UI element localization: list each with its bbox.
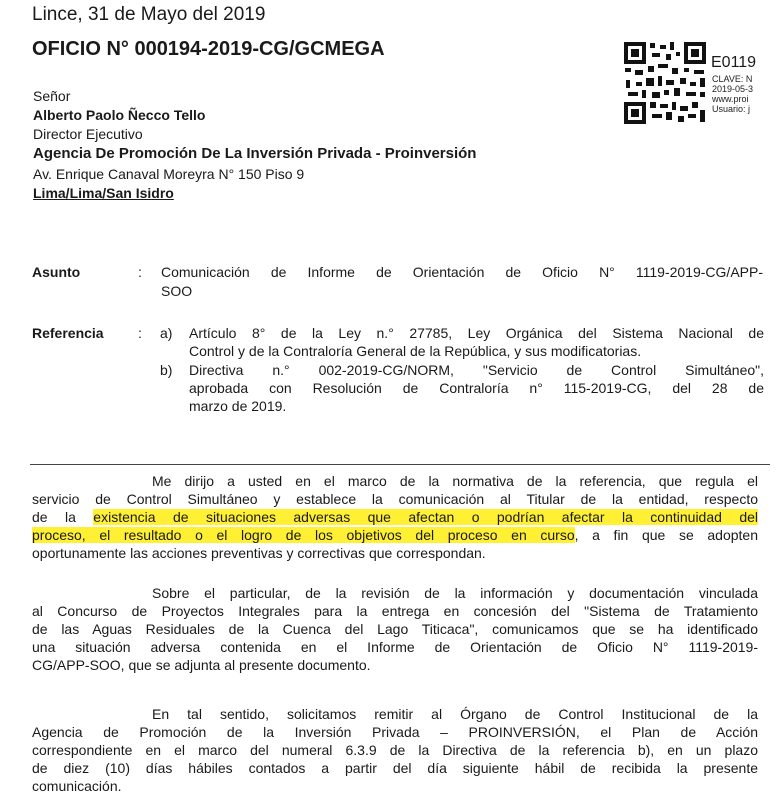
highlighted-text: proceso, el resultado o el logro de los objetivos del proceso en curso <box>32 527 575 543</box>
stamp-line: 2019-05-3 <box>712 84 754 94</box>
referencia-b-line: Directiva n.° 002-2019-CG/NORM, "Servicio de Control Simultáneo", <box>189 362 764 378</box>
recipient-street: Av. Enrique Canaval Moreyra N° 150 Piso 9 <box>33 166 305 182</box>
body-line: de diez (10) días hábiles contados a partir del día siguiente hábil de recibida la presente <box>32 760 758 776</box>
asunto-label: Asunto <box>32 264 81 280</box>
body-line: comunicación. <box>32 778 122 794</box>
body-line: Agencia de Promoción de la Inversión Privada – PROINVERSIÓN, el Plan de Acción <box>32 724 758 740</box>
divider <box>30 464 770 465</box>
referencia-b-line: aprobada con Resolución de Contraloría n° 115-2019-CG, del 28 de <box>189 380 764 396</box>
place-date: Lince, 31 de Mayo del 2019 <box>32 4 266 25</box>
body-line: En tal sentido, solicitamos remitir al Órgano de Control Institucional de la <box>152 706 758 722</box>
body-line: Sobre el particular, de la revisión de la información y documentación vinculada <box>152 585 758 601</box>
referencia-label: Referencia <box>32 325 104 341</box>
body-line-highlighted <box>32 527 758 544</box>
asunto-separator: : <box>138 264 142 280</box>
body-text: , a fin que se adopten <box>574 527 758 543</box>
salutation: Señor <box>33 88 71 104</box>
qr-code <box>622 40 708 126</box>
asunto-text-line2: SOO <box>161 283 193 299</box>
referencia-a-marker: a) <box>160 325 173 341</box>
recipient-agency: Agencia De Promoción De La Inversión Privada - Proinversión <box>33 145 477 162</box>
recipient-name: Alberto Paolo Ñecco Tello <box>33 107 206 123</box>
stamp-line: CLAVE: N <box>712 74 753 84</box>
body-line: al Concurso de Proyectos Integrales para la entrega en concesión del "Sistema de Tratamiento <box>32 603 758 619</box>
stamp-line: www.proi <box>712 94 749 104</box>
highlighted-text: existencia de situaciones adversas que afectan o podrían afectar la continuidad del <box>93 509 758 525</box>
recipient-title: Director Ejecutivo <box>33 126 143 142</box>
recipient-city: Lima/Lima/San Isidro <box>33 185 174 201</box>
body-line: CG/APP-SOO, que se adjunta al presente documento. <box>32 657 371 673</box>
body-line: servicio de Control Simultáneo y establece la comunicación al Titular de la entidad, respecto <box>32 491 758 507</box>
body-text: de la <box>32 509 94 525</box>
body-line: oportunamente las acciones preventivas y correctivas que correspondan. <box>32 545 486 561</box>
body-line: Me dirijo a usted en el marco de la normativa de la referencia, que regula el <box>152 473 758 489</box>
body-line: correspondiente en el marco del numeral 6.3.9 de la Directiva de la referencia b), en un plazo <box>32 742 758 758</box>
body-line-highlighted <box>32 509 758 526</box>
oficio-number: OFICIO N° 000194-2019-CG/GCMEGA <box>32 38 385 60</box>
stamp-line: Usuario: j <box>712 104 751 114</box>
body-line: de las Aguas Residuales de la Cuenca del Lago Titicaca", comunicamos que se ha identificado <box>32 621 758 637</box>
referencia-a-line: Artículo 8° de la Ley n.° 27785, Ley Orgánica del Sistema Nacional de <box>189 325 764 341</box>
stamp-code: E0119 <box>711 54 757 71</box>
referencia-b-marker: b) <box>160 362 173 378</box>
referencia-a-line: Control y de la Contraloría General de la República, y sus modificatorias. <box>189 343 642 359</box>
referencia-b-line: marzo de 2019. <box>189 398 287 414</box>
asunto-text-line1: Comunicación de Informe de Orientación de Oficio N° 1119-2019-CG/APP- <box>161 264 763 280</box>
referencia-separator: : <box>138 325 142 341</box>
body-line: una situación adversa contenida en el Informe de Orientación de Oficio N° 1119-2019- <box>32 639 758 655</box>
